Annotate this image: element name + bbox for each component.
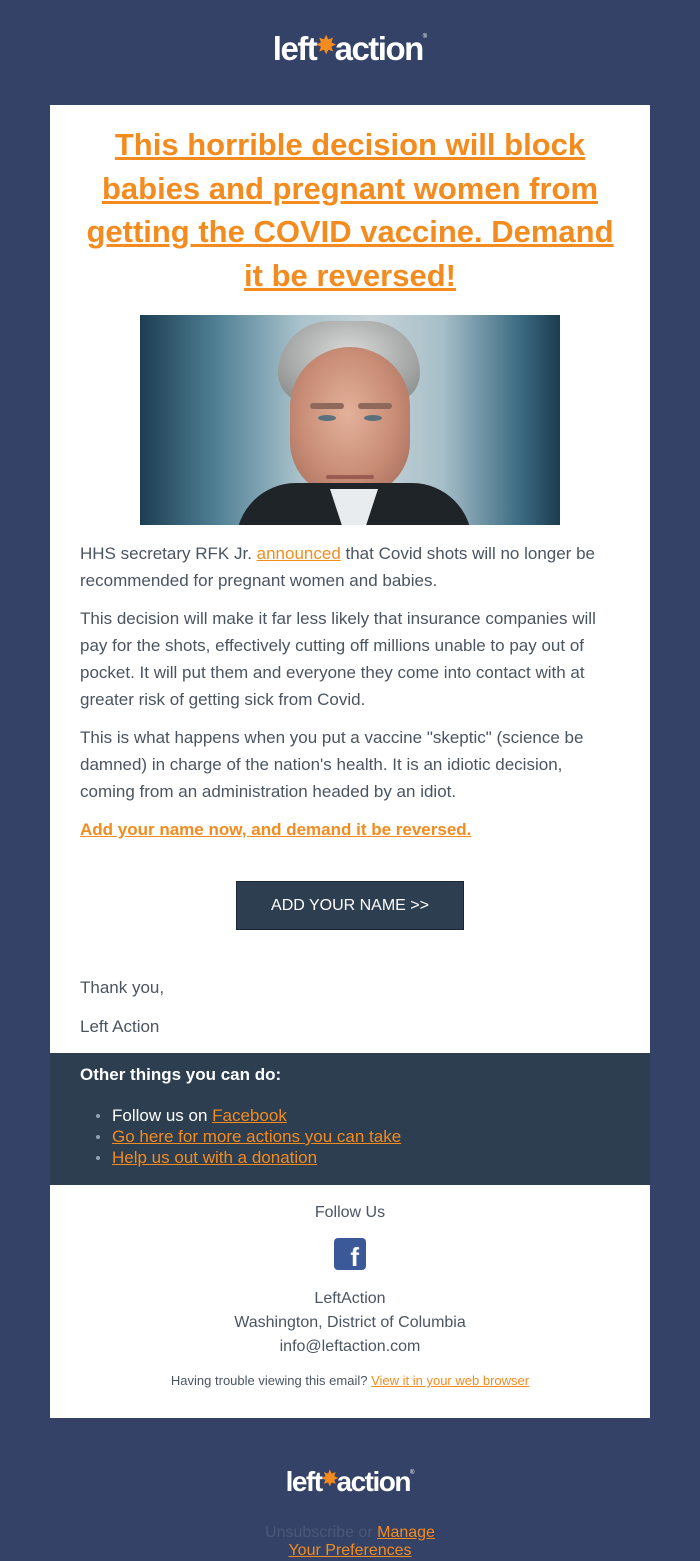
manage-preferences-link[interactable]: Manage Your Preferences [288,1524,435,1559]
org-name: LeftAction [314,1290,386,1307]
signature: Left Action [80,1017,160,1036]
photo-mouth [326,475,374,479]
trouble-viewing-text [50,1371,650,1391]
unsubscribe-link[interactable]: Unsubscribe [265,1524,354,1541]
logo-left-text: left [272,30,317,67]
org-email: info@leftaction.com [279,1338,421,1355]
other-actions-list [80,1105,620,1168]
leftaction-logo-bottom[interactable] [0,1468,700,1496]
email-main-content [50,105,650,1053]
follow-us-label: Follow Us [314,1204,386,1221]
follow-prefix: Follow us on [112,1106,213,1125]
announced-link[interactable]: announced [256,544,341,563]
facebook-icon[interactable]: f [334,1238,366,1270]
photo-eye-right [364,415,382,421]
list-item [112,1126,620,1147]
bullet-icon [96,1135,100,1139]
headline [80,123,620,297]
email-footer [50,1185,650,1418]
unsubscribe-area [0,1524,700,1560]
other-actions-panel [50,1053,650,1185]
donation-link[interactable]: Help us out with a donation [112,1148,318,1167]
headline-link[interactable]: This horrible decision will block babies and pregnant women from getting the COVID vaccine. Demand it be reversed! [86,127,614,293]
list-item [112,1105,620,1126]
other-actions-title: Other things you can do: [80,1065,282,1084]
list-item [112,1147,620,1168]
photo-brow-left [310,403,344,409]
org-location: Washington, District of Columbia [234,1314,466,1331]
signoff: Thank you, [80,978,165,997]
logo-left-text: left [285,1466,322,1497]
facebook-link[interactable]: Facebook [212,1106,287,1125]
trademark-symbol: ® [409,1470,415,1476]
logo-right-text: action [334,30,423,67]
cta-text [80,816,620,843]
leftaction-logo[interactable] [0,32,700,65]
trademark-symbol: ® [422,34,428,40]
unsubscribe-wrap [250,1524,450,1560]
paragraph1-before: HHS secretary RFK Jr. [80,544,257,563]
add-your-name-button[interactable]: ADD YOUR NAME >> [236,881,464,930]
photo-eye-left [318,415,336,421]
paragraph1-after: that Covid shots will no longer be recommended for pregnant women and babies. [80,544,595,590]
more-actions-link[interactable]: Go here for more actions you can take [112,1127,402,1146]
email-card [50,105,650,1418]
starburst-icon: ✸ [315,30,336,60]
trouble-text: Having trouble viewing this email? [170,1373,372,1388]
view-in-browser-link[interactable]: View it in your web browser [371,1373,530,1388]
unsubscribe-or: or [353,1524,378,1541]
cta-button-wrap [80,881,620,930]
paragraph-insurance: This decision will make it far less likely that insurance companies will pay for the shots, effectively cutting off millions unable to pay out of pocket. It will put them and everyone they come into contact with at greater risk of getting sick from Covid. [80,609,596,709]
starburst-icon: ✸ [320,1466,338,1491]
photo-brow-right [358,403,392,409]
paragraph-announcement [80,540,620,594]
bullet-icon [96,1114,100,1118]
hero-photo[interactable] [140,315,560,525]
logo-right-text: action [336,1466,410,1497]
add-name-link[interactable]: Add your name now, and demand it be reversed. [80,820,472,839]
paragraph-skeptic: This is what happens when you put a vaccine "skeptic" (science be damned) in charge of the nation's health. It is an idiotic decision, coming from an administration headed by an idiot. [80,728,584,801]
bullet-icon [96,1156,100,1160]
